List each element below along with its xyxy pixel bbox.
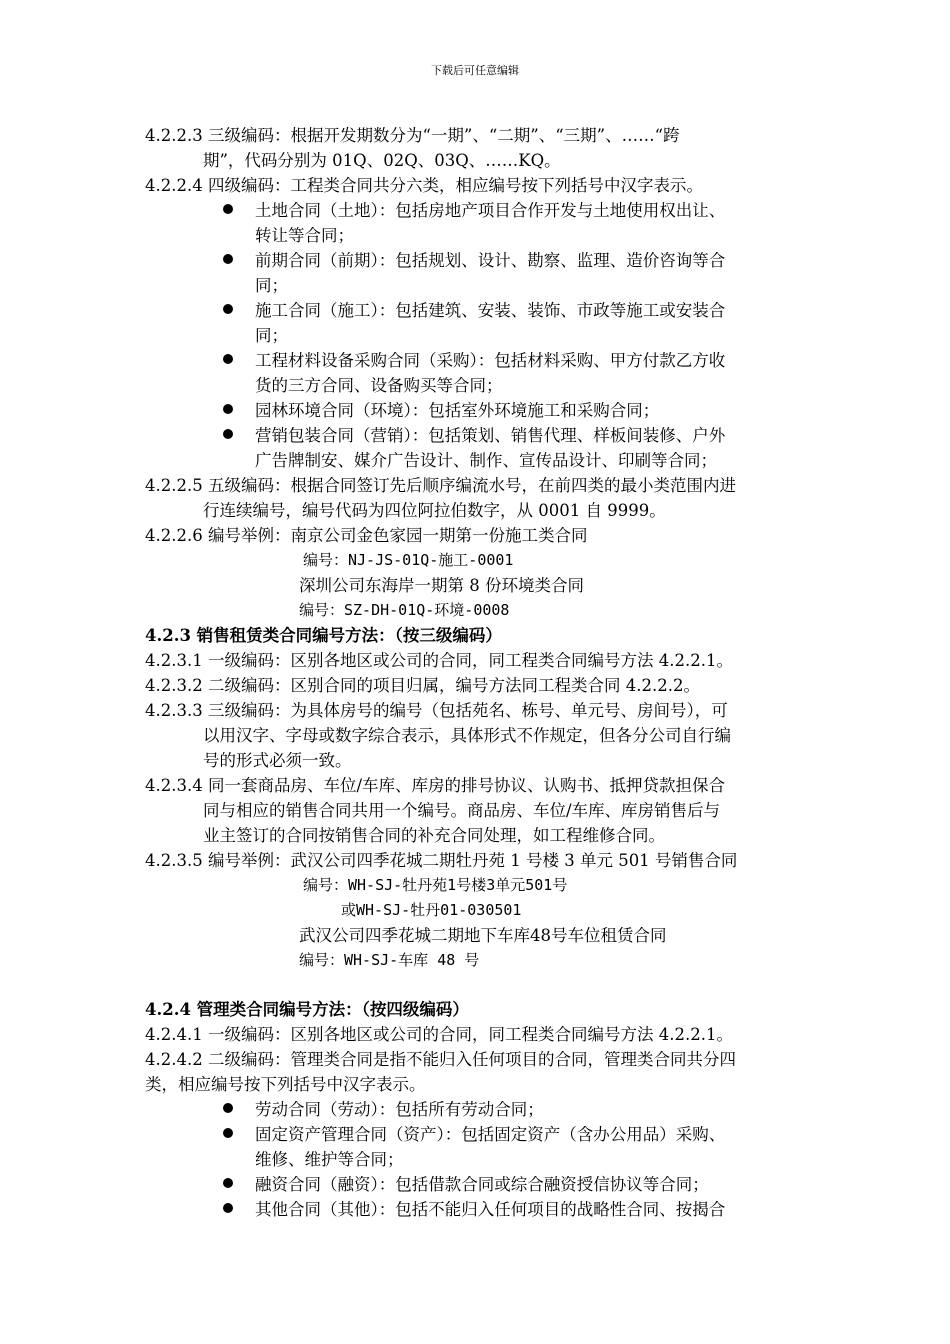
example-code-sz: 编号：SZ-DH-01Q-环境-0008 <box>299 601 510 619</box>
para-4-2-2-6: 4.2.2.6 编号举例：南京公司金色家园一期第一份施工类合同 <box>145 526 588 545</box>
example-code-wh-sale-alt: 或WH-SJ-牡丹01-030501 <box>341 901 522 919</box>
para-4-2-2-5-line2: 行连续编号，编号代码为四位阿拉伯数字，从 0001 自 9999。 <box>203 501 666 520</box>
list-item-marketing-line2: 广告牌制安、媒介广告设计、制作、宣传品设计、印刷等合同； <box>255 451 717 470</box>
para-4-2-2-3-line1: 4.2.2.3 三级编码：根据开发期数分为“一期”、“二期”、“三期”、……“跨 <box>145 126 680 145</box>
bullet-icon <box>223 1203 233 1213</box>
list-item-other: 其他合同（其他）：包括不能归入任何项目的战略性合同、按揭合 <box>255 1200 726 1219</box>
para-4-2-2-3-line2: 期”，代码分别为 01Q、02Q、03Q、……KQ。 <box>203 151 561 170</box>
para-4-2-3-4-line1: 4.2.3.4 同一套商品房、车位/车库、库房的排号协议、认购书、抵押贷款担保合 <box>145 776 726 795</box>
para-4-2-3-1: 4.2.3.1 一级编码：区别各地区或公司的合同，同工程类合同编号方法 4.2.2.1。 <box>145 651 733 670</box>
bullet-icon <box>223 404 233 414</box>
para-4-2-3-2: 4.2.3.2 二级编码：区别合同的项目归属，编号方法同工程类合同 4.2.2.2。 <box>145 676 700 695</box>
para-4-2-3-3-line3: 号的形式必须一致。 <box>203 751 352 770</box>
para-4-2-4-2-line2: 类，相应编号按下列括号中汉字表示。 <box>145 1075 426 1094</box>
list-item-marketing-line1: 营销包装合同（营销）：包括策划、销售代理、样板间装修、户外 <box>255 426 726 445</box>
bullet-icon <box>223 429 233 439</box>
section-heading-4-2-4: 4.2.4 管理类合同编号方法：（按四级编码） <box>145 1000 469 1019</box>
para-4-2-2-4: 4.2.2.4 四级编码：工程类合同共分六类，相应编号按下列括号中汉字表示。 <box>145 176 703 195</box>
para-4-2-4-2-line1: 4.2.4.2 二级编码：管理类合同是指不能归入任何项目的合同，管理类合同共分四 <box>145 1050 736 1069</box>
para-4-2-2-5-line1: 4.2.2.5 五级编码：根据合同签订先后顺序编流水号，在前四类的最小类范围内进 <box>145 476 736 495</box>
bullet-icon <box>223 204 233 214</box>
page-header: 下载后可任意编辑 <box>431 64 519 77</box>
list-item-assets-line2: 维修、维护等合同； <box>255 1150 404 1169</box>
list-item-landscape: 园林环境合同（环境）：包括室外环境施工和采购合同； <box>255 401 660 420</box>
list-item-construction-line2: 同； <box>255 326 288 345</box>
para-4-2-3-4-line2: 同与相应的销售合同共用一个编号。商品房、车位/车库、库房销售后与 <box>203 801 721 820</box>
section-heading-4-2-3: 4.2.3 销售租赁类合同编号方法：（按三级编码） <box>145 626 502 645</box>
example-code-wh-sale: 编号：WH-SJ-牡丹苑1号楼3单元501号 <box>303 876 568 894</box>
list-item-financing: 融资合同（融资）：包括借款合同或综合融资授信协议等合同； <box>255 1175 709 1194</box>
bullet-icon <box>223 1128 233 1138</box>
list-item-procurement-line1: 工程材料设备采购合同（采购）：包括材料采购、甲方付款乙方收 <box>255 351 726 370</box>
para-4-2-3-5: 4.2.3.5 编号举例：武汉公司四季花城二期牡丹苑 1 号楼 3 单元 501 号销售合同 <box>145 851 738 870</box>
bullet-icon <box>223 1103 233 1113</box>
para-4-2-3-4-line3: 业主签订的合同按销售合同的补充合同处理，如工程维修合同。 <box>203 826 665 845</box>
bullet-icon <box>223 1178 233 1188</box>
para-4-2-3-3-line2: 以用汉字、字母或数字综合表示，具体形式不作规定，但各分公司自行编 <box>203 726 731 745</box>
list-item-construction-line1: 施工合同（施工）：包括建筑、安装、装饰、市政等施工或安装合 <box>255 301 726 320</box>
para-4-2-3-3-line1: 4.2.3.3 三级编码：为具体房号的编号（包括苑名、栋号、单元号、房间号），可 <box>145 701 728 720</box>
example-desc-sz: 深圳公司东海岸一期第 8 份环境类合同 <box>299 576 584 595</box>
list-item-labor: 劳动合同（劳动）：包括所有劳动合同； <box>255 1100 544 1119</box>
list-item-preliminary-line2: 同； <box>255 276 288 295</box>
list-item-procurement-line2: 货的三方合同、设备购买等合同； <box>255 376 503 395</box>
example-desc-wh-rent: 武汉公司四季花城二期地下车库48号车位租赁合同 <box>299 926 667 945</box>
list-item-land-line2: 转让等合同； <box>255 226 354 245</box>
para-4-2-4-1: 4.2.4.1 一级编码：区别各地区或公司的合同，同工程类合同编号方法 4.2.2.1。 <box>145 1025 733 1044</box>
list-item-assets-line1: 固定资产管理合同（资产）：包括固定资产（含办公用品）采购、 <box>255 1125 726 1144</box>
list-item-land-line1: 土地合同（土地）：包括房地产项目合作开发与土地使用权出让、 <box>255 201 726 220</box>
example-code-nj: 编号：NJ-JS-01Q-施工-0001 <box>303 551 514 569</box>
bullet-icon <box>223 304 233 314</box>
list-item-preliminary-line1: 前期合同（前期）：包括规划、设计、勘察、监理、造价咨询等合 <box>255 251 726 270</box>
example-code-wh-rent: 编号：WH-SJ-车库 48 号 <box>299 951 480 969</box>
bullet-icon <box>223 354 233 364</box>
bullet-icon <box>223 254 233 264</box>
